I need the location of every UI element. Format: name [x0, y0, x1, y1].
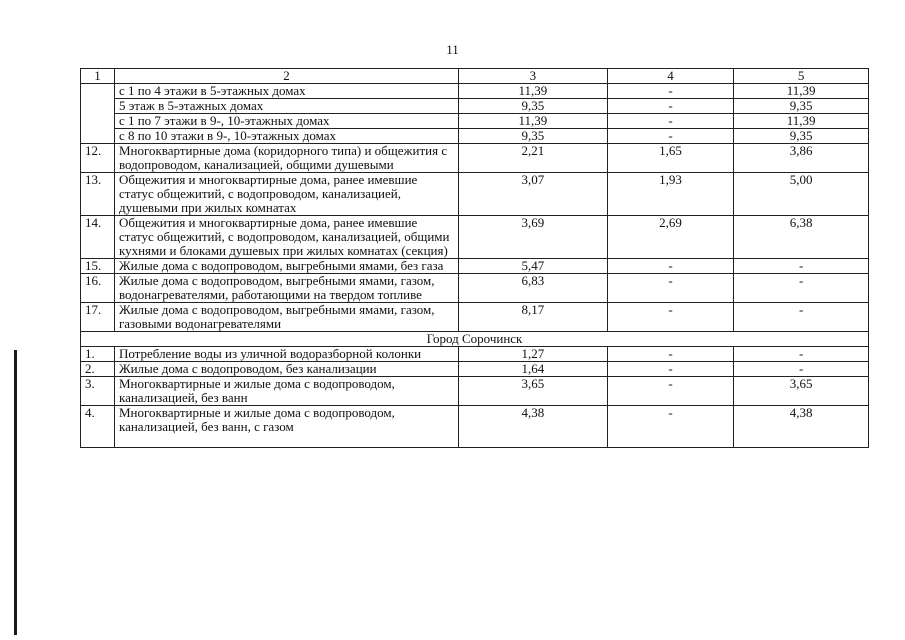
row-label: с 1 по 4 этажи в 5-этажных домах [114, 84, 458, 99]
cell-col5: 3,86 [734, 144, 869, 173]
row-number: 4. [81, 406, 115, 448]
table-row [81, 362, 869, 377]
row-number: 15. [81, 259, 115, 274]
cell-col5: - [734, 303, 869, 332]
cell-col5: - [734, 362, 869, 377]
table-row [81, 99, 869, 114]
row-number: 16. [81, 274, 115, 303]
table-row [81, 114, 869, 129]
cell-col5: 6,38 [734, 216, 869, 259]
table-row [81, 216, 869, 259]
page-number: 11 [446, 42, 459, 57]
cell-col5: 11,39 [734, 114, 869, 129]
cell-col5: 5,00 [734, 173, 869, 216]
section-row [81, 332, 869, 347]
cell-col4: - [607, 84, 734, 99]
header-cell-4: 4 [607, 69, 734, 84]
cell-col4: - [607, 347, 734, 362]
row-label: 5 этаж в 5-этажных домах [114, 99, 458, 114]
row-description: Многоквартирные и жилые дома с водопроводом, канализацией, без ванн, с газом [114, 406, 458, 448]
row-number: 17. [81, 303, 115, 332]
cell-col3: 3,69 [459, 216, 608, 259]
cell-col5: - [734, 274, 869, 303]
row-label: с 8 по 10 этажи в 9-, 10-этажных домах [114, 129, 458, 144]
tariff-table [80, 68, 869, 448]
row-description: Общежития и многоквартирные дома, ранее имевшие статус общежитий, с водопроводом, канализацией, душевыми при жилых комнатах [114, 173, 458, 216]
row-number: 3. [81, 377, 115, 406]
table-row [81, 144, 869, 173]
cell-col4: - [607, 406, 734, 448]
row-number: 14. [81, 216, 115, 259]
row-description: Жилые дома с водопроводом, выгребными ямами, газом, водонагревателями, работающими на твердом топливе [114, 274, 458, 303]
table-row [81, 259, 869, 274]
merged-number-cell [81, 84, 115, 144]
table-row [81, 84, 869, 99]
row-number: 13. [81, 173, 115, 216]
section-title: Город Сорочинск [81, 332, 869, 347]
cell-col5: 3,65 [734, 377, 869, 406]
cell-col3: 5,47 [459, 259, 608, 274]
row-description: Общежития и многоквартирные дома, ранее имевшие статус общежитий, с водопроводом, канализацией, общими кухнями и блоками душевых при жилых комнатах (секция) [114, 216, 458, 259]
cell-col4: 1,93 [607, 173, 734, 216]
cell-col5: 9,35 [734, 129, 869, 144]
row-number: 12. [81, 144, 115, 173]
cell-col4: - [607, 362, 734, 377]
table-row [81, 129, 869, 144]
header-cell-3: 3 [459, 69, 608, 84]
cell-col5: 9,35 [734, 99, 869, 114]
cell-col4: - [607, 274, 734, 303]
cell-col3: 3,07 [459, 173, 608, 216]
cell-col3: 9,35 [459, 129, 608, 144]
cell-col5: 11,39 [734, 84, 869, 99]
header-cell-1: 1 [81, 69, 115, 84]
cell-col3: 1,27 [459, 347, 608, 362]
cell-col4: - [607, 303, 734, 332]
row-description: Жилые дома с водопроводом, без канализации [114, 362, 458, 377]
cell-col4: - [607, 99, 734, 114]
cell-col4: - [607, 259, 734, 274]
cell-col4: - [607, 377, 734, 406]
cell-col4: 2,69 [607, 216, 734, 259]
header-cell-5: 5 [734, 69, 869, 84]
table-row [81, 406, 869, 448]
row-description: Жилые дома с водопроводом, выгребными ямами, газом, газовыми водонагревателями [114, 303, 458, 332]
header-cell-2: 2 [114, 69, 458, 84]
cell-col3: 11,39 [459, 84, 608, 99]
cell-col5: - [734, 347, 869, 362]
cell-col4: - [607, 114, 734, 129]
row-description: Жилые дома с водопроводом, выгребными ямами, без газа [114, 259, 458, 274]
row-description: Потребление воды из уличной водоразборной колонки [114, 347, 458, 362]
row-description: Многоквартирные и жилые дома с водопроводом, канализацией, без ванн [114, 377, 458, 406]
cell-col3: 9,35 [459, 99, 608, 114]
binding-edge-line [14, 350, 17, 635]
cell-col4: - [607, 129, 734, 144]
table-row [81, 377, 869, 406]
table-row [81, 173, 869, 216]
row-description: Многоквартирные дома (коридорного типа) и общежития с водопроводом, канализацией, общими душевыми [114, 144, 458, 173]
row-number: 2. [81, 362, 115, 377]
cell-col5: 4,38 [734, 406, 869, 448]
cell-col3: 11,39 [459, 114, 608, 129]
table-row [81, 303, 869, 332]
cell-col3: 8,17 [459, 303, 608, 332]
cell-col3: 2,21 [459, 144, 608, 173]
cell-col3: 1,64 [459, 362, 608, 377]
row-number: 1. [81, 347, 115, 362]
table-row [81, 274, 869, 303]
cell-col3: 6,83 [459, 274, 608, 303]
table-row [81, 347, 869, 362]
cell-col5: - [734, 259, 869, 274]
header-row [81, 69, 869, 84]
cell-col3: 3,65 [459, 377, 608, 406]
cell-col3: 4,38 [459, 406, 608, 448]
cell-col4: 1,65 [607, 144, 734, 173]
row-label: с 1 по 7 этажи в 9-, 10-этажных домах [114, 114, 458, 129]
